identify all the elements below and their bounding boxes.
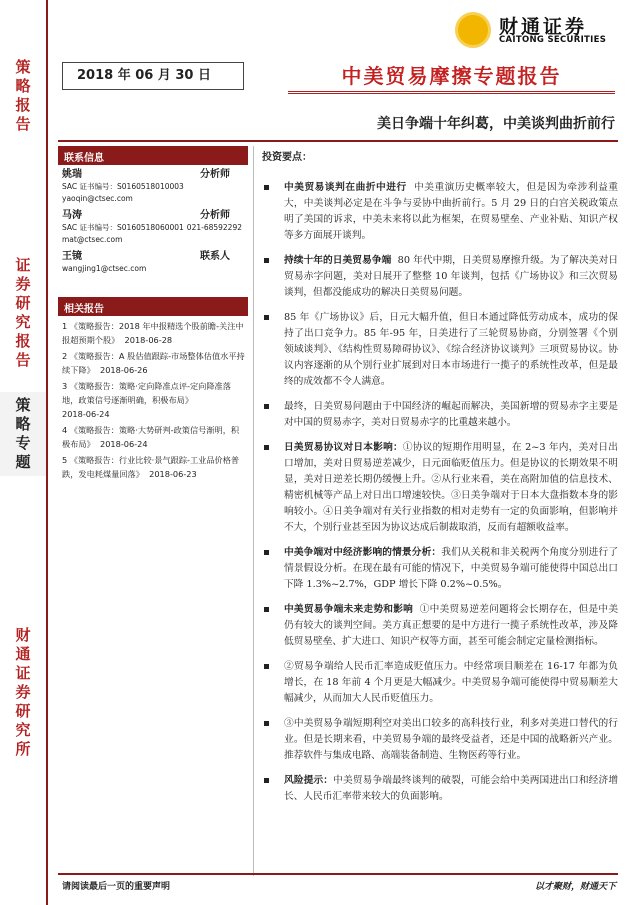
bullet-paragraph bbox=[262, 716, 618, 764]
related-report-date: 2018-06-24 bbox=[62, 409, 110, 419]
header-divider bbox=[58, 140, 618, 142]
bullet-paragraph bbox=[262, 545, 618, 593]
bullet-paragraph bbox=[262, 180, 618, 244]
contact-role: 分析师 bbox=[200, 210, 230, 221]
company-logo bbox=[455, 10, 625, 50]
list-item[interactable] bbox=[62, 349, 246, 377]
bullet-text: 中美重演历史概率较大，但是因为牵涉利益重大，中美谈判必定是在斗争与妥协中曲折前行。5 月 29 日的白宫关税政策点明了美国的诉求，中美未来将以此为框架，在贸易壁垒、产业补贴、知识产权等多方面展开谈判。 bbox=[284, 182, 618, 241]
bullet-paragraph bbox=[262, 659, 618, 707]
related-report-date: 2018-06-23 bbox=[149, 469, 197, 479]
page-title: 中美贸易摩擦专题报告 bbox=[341, 64, 562, 88]
sidebar-char: 告 bbox=[15, 351, 31, 369]
contact-role: 分析师 bbox=[200, 169, 230, 180]
bullet-lead: 日美贸易协议对日本影响： bbox=[284, 442, 403, 453]
contact-license: SAC 证书编号：S0160518060001 bbox=[62, 223, 184, 232]
main-content bbox=[262, 150, 618, 805]
sidebar-char: 题 bbox=[15, 453, 31, 471]
sidebar-char: 研 bbox=[15, 294, 31, 312]
bullet-text: 80 年代中期，日美贸易摩擦升级。为了解决美对日贸易赤字问题，美对日展开了整整 10 年谈判，包括《广场协议》和三次贸易谈判，但都没能成功的解决日美贸易问题。 bbox=[284, 255, 619, 298]
bullet-paragraph bbox=[262, 773, 618, 805]
contacts-list bbox=[58, 165, 248, 275]
footer-disclaimer-note: 请阅读最后一页的重要声明 bbox=[62, 882, 171, 892]
sidebar-char: 略 bbox=[15, 77, 31, 95]
footer-divider bbox=[58, 873, 618, 875]
list-item[interactable] bbox=[62, 319, 246, 347]
contact-email[interactable]: wangjing1@ctsec.com bbox=[62, 264, 147, 273]
sidebar-char: 券 bbox=[15, 275, 31, 293]
related-report-date: 2018-06-28 bbox=[124, 335, 173, 345]
contact-name: 姚瑞 bbox=[62, 169, 82, 180]
contact-license: SAC 证书编号：S0160518010003 bbox=[62, 182, 184, 191]
contact-phone: 021-68592292 bbox=[186, 223, 242, 232]
logo-name: 财通证券 bbox=[499, 16, 588, 38]
sidebar-char: 究 bbox=[15, 721, 31, 739]
related-heading: 相关报告 bbox=[58, 297, 248, 316]
bullet-text: 我们从关税和非关税两个角度分别进行了情景假设分析。在现在最有可能的情况下，中美贸易争端可能使得中国总出口下降 1.3%~2.7%，GDP 增长下降 0.2%~0.5%。 bbox=[284, 547, 619, 590]
bullet-lead: 中美贸易谈判在曲折中进行 bbox=[284, 182, 407, 193]
page-subtitle: 美日争端十年纠葛，中美谈判曲折前行 bbox=[377, 116, 615, 132]
bullet-paragraph bbox=[262, 310, 618, 390]
sidebar-label-strategy-topic bbox=[0, 392, 46, 476]
contacts-heading: 联系信息 bbox=[58, 146, 248, 165]
contact-role: 联系人 bbox=[200, 251, 230, 262]
logo-emblem-icon bbox=[455, 12, 491, 48]
section-heading: 投资要点： bbox=[262, 152, 312, 163]
related-report-title: 5 《策略报告：行业比较·景气跟踪-工业品价格普跌，发电耗煤量回落》 bbox=[62, 455, 240, 479]
sidebar-label-strategy-report bbox=[0, 58, 46, 134]
contact-email[interactable]: yaoqin@ctsec.com bbox=[62, 194, 133, 203]
contact-row bbox=[62, 209, 244, 222]
bullet-text: ①中美贸易逆差问题将会长期存在，但是中美仍有较大的谈判空间。美方真正想要的是中方进行一揽子系统性改革，涉及降低贸易壁垒、扩大进口、知识产权等方面，甚至可能会制定定量检测指标。 bbox=[284, 604, 619, 647]
sidebar-char: 策 bbox=[15, 396, 31, 414]
related-report-title: 2 《策略报告：A 股估值跟踪-市场整体估值水平持续下降》 bbox=[62, 351, 245, 375]
bullet-text: 最终，日美贸易问题由于中国经济的崛起而解决，美国新增的贸易赤字主要是对中国的贸易赤字，美对日贸易赤字的比重越来越小。 bbox=[284, 401, 618, 428]
bullet-text: 中美贸易争端最终谈判的破裂，可能会给中美两国进出口和经济增长、人民币汇率带来较大的负面影响。 bbox=[284, 775, 619, 802]
sidebar-char: 究 bbox=[15, 313, 31, 331]
related-report-title: 4 《策略报告：策略·大势研判-政策信号渐明，积极布局》 bbox=[62, 425, 240, 449]
contact-row bbox=[62, 250, 244, 263]
bullet-lead: 中美贸易争端未来走势和影响 bbox=[284, 604, 414, 615]
sidebar-char: 财 bbox=[15, 626, 31, 644]
sidebar-char: 略 bbox=[15, 415, 31, 433]
column-divider bbox=[253, 146, 254, 876]
contact-name: 王镜 bbox=[62, 251, 82, 262]
left-column bbox=[58, 146, 248, 483]
sidebar-char: 策 bbox=[15, 58, 31, 76]
sidebar-char: 证 bbox=[15, 256, 31, 274]
bullet-lead: 持续十年的日美贸易争端 bbox=[284, 255, 392, 266]
related-report-date: 2018-06-26 bbox=[99, 365, 148, 375]
bullet-text: ②贸易争端给人民币汇率造成贬值压力。中经常项目顺差在 16-17 年都为负增长，在 18 年前 4 个月更是大幅减少。中美贸易争端可能使得中贸易顺差大幅减少，从而加大人民币贬值压力。 bbox=[284, 661, 618, 704]
bullet-lead: 风险提示： bbox=[284, 775, 334, 786]
related-reports-list bbox=[58, 316, 248, 481]
bullet-lead: 中美争端对中经济影响的情景分析： bbox=[284, 547, 442, 558]
list-item[interactable] bbox=[62, 453, 246, 481]
sidebar-char: 专 bbox=[15, 434, 31, 452]
bullet-paragraph bbox=[262, 253, 618, 301]
sidebar-label-securities-research bbox=[0, 256, 46, 370]
report-date: 2018 年 06 月 30 日 bbox=[62, 62, 244, 90]
list-item[interactable] bbox=[62, 423, 246, 451]
bullet-text: ③中美贸易争端短期利空对美出口较多的高科技行业，利多对美进口替代的行业。但是长期来看，中美贸易争端的最终受益者，还是中国的战略新兴产业。推荐软件与集成电路、高端装备制造、生物医药等行业。 bbox=[284, 718, 618, 761]
contact-email[interactable]: mat@ctsec.com bbox=[62, 235, 123, 244]
bullet-paragraph bbox=[262, 440, 618, 536]
related-report-title: 3 《策略报告：策略·定向降准点评-定向降准落地，政策信号逐渐明确，积极布局》 bbox=[62, 381, 231, 405]
sidebar-char: 通 bbox=[15, 645, 31, 663]
bullet-text: ①协议的短期作用明显，在 2~3 年内，美对日出口增加，美对日贸易逆差减少，日元面临贬值压力。但是协议的长期效果不明显，美对日逆差长期仍缓慢上升。②从行业来看，美在高附加值的信息技术、精密机械等产品上对日出口增速较快。③日美争端对于日本大盘指数本身的影响较小。④日美争端对有关行业指数的相对走势有一定的负面影响，但影响并不大，个别行业甚至因为协议达成后制裁取消，反而有超额收益率。 bbox=[284, 442, 618, 533]
sidebar-label-institute bbox=[0, 626, 46, 759]
contact-row bbox=[62, 168, 244, 181]
sidebar-char: 报 bbox=[15, 96, 31, 114]
contact-license-row bbox=[62, 222, 244, 234]
title-box bbox=[288, 58, 615, 94]
logo-subtitle: CAITONG SECURITIES bbox=[499, 35, 607, 45]
related-report-date: 2018-06-24 bbox=[99, 439, 148, 449]
related-report-title: 1 《策略报告：2018 年中报精选个股前瞻-关注中报超预期个股》 bbox=[62, 321, 244, 345]
list-item[interactable] bbox=[62, 379, 246, 421]
footer-slogan: 以才聚财，财通天下 bbox=[534, 882, 616, 892]
bullet-paragraph bbox=[262, 602, 618, 650]
sidebar-char: 告 bbox=[15, 115, 31, 133]
contact-name: 马涛 bbox=[62, 210, 82, 221]
bullet-paragraph bbox=[262, 399, 618, 431]
sidebar-char: 报 bbox=[15, 332, 31, 350]
sidebar-char: 券 bbox=[15, 683, 31, 701]
sidebar-char: 研 bbox=[15, 702, 31, 720]
sidebar-char: 证 bbox=[15, 664, 31, 682]
sidebar-char: 所 bbox=[15, 740, 31, 758]
left-sidebar bbox=[0, 0, 48, 905]
bullet-text: 85 年《广场协议》后，日元大幅升值，但日本通过降低劳动成本，成功的保持了出口竞争力。85 年-95 年，日美进行了三轮贸易协商，分别签署《个别领域谈判》、《结构性贸易障碍协议》、《综合经济协议谈判》三项贸易协议。协议内容逐渐的从个别行业扩展到对日本市场进行一揽子的系统性改革，但是最终的成效都不令人满意。 bbox=[284, 312, 618, 387]
